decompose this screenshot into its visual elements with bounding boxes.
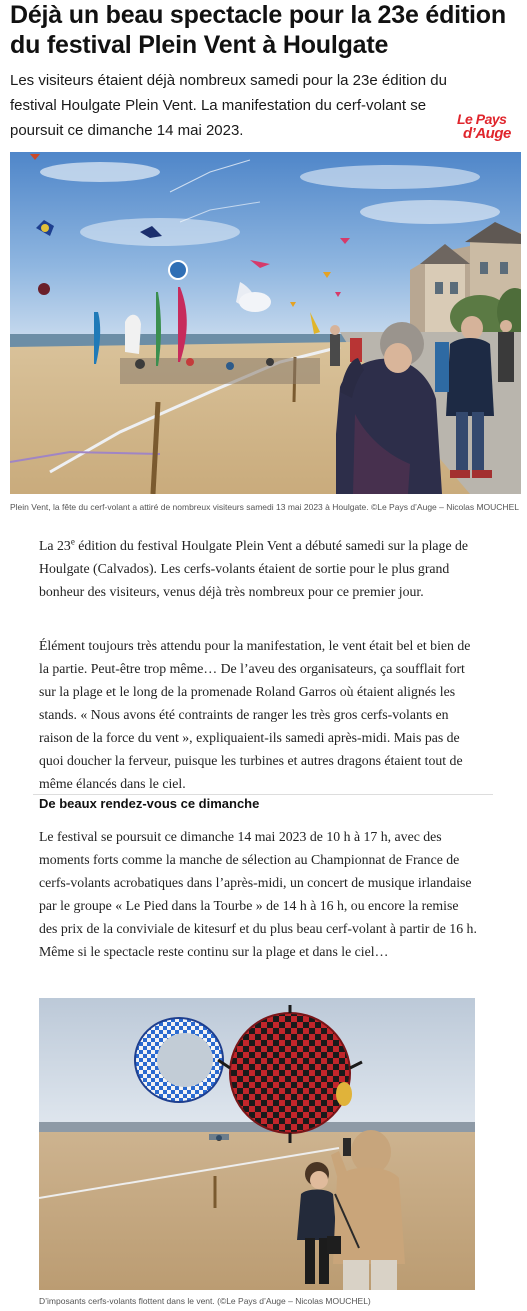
photo-1-caption: Plein Vent, la fête du cerf-volant a attiré de nombreux visiteurs samedi 13 mai 2023 à Houlgate. ©Le Pays d’Auge – Nicolas MOUCHEL xyxy=(10,502,519,512)
logo-line-2: d’Auge xyxy=(463,125,511,142)
subheading-text: De beaux rendez-vous ce dimanche xyxy=(39,796,260,811)
subheading xyxy=(33,794,493,817)
festival-beach-photo xyxy=(10,152,521,494)
article-title: Déjà un beau spectacle pour la 23e édition du festival Plein Vent à Houlgate xyxy=(10,1,506,59)
photo-2-caption: D’imposants cerfs-volants flottent dans le vent. (©Le Pays d’Auge – Nicolas MOUCHEL) xyxy=(39,1296,371,1306)
large-kites-photo xyxy=(39,998,475,1290)
le-pays-d-auge-logo[interactable] xyxy=(455,112,519,146)
article-paragraph-1: La 23e édition du festival Houlgate Plein Vent a débuté samedi sur la plage de Houlgate (Calvados). Les cerfs-volants étaient de sortie pour le plus grand bonheur des visiteurs, venus déjà très nombreux pour ce premier jour. xyxy=(39,536,469,599)
article-paragraph-2: Élément toujours très attendu pour la manifestation, le vent était bel et bien de la partie. Peut-être trop même… De l’aveu des organisateurs, ça soufflait fort sur la plage et le long de la promenade Roland Garros où étaient alignés les stands. « Nous avons été contraints de ranger les très gros cerfs-volants en raison de la force du vent », expliquaient-ils samedi après-midi. Mais pas de quoi doucher la ferveur, puisque les turbines et autres dragons étaient tout de même élancés dans le ciel. xyxy=(39,638,471,791)
article-paragraph-3: Le festival se poursuit ce dimanche 14 mai 2023 de 10 h à 17 h, avec des moments forts comme la manche de sélection au Championnat de France de cerfs-volants acrobatiques dans l’après-midi, un concert de musique irlandaise par le groupe « Le Pied dans la Tourbe » de 14 h à 16 h, ou encore la remise des prix de la conviviale de kitesurf et du plus beau cerf-volant à partir de 16 h. Même si le spectacle reste continu sur la plage et dans le ciel… xyxy=(39,829,477,959)
article-lead: Les visiteurs étaient déjà nombreux samedi pour la 23e édition du festival Houlgate Plein Vent. La manifestation du cerf-volant se poursuit ce dimanche 14 mai 2023. xyxy=(10,72,447,139)
logo-line-1: Le Pays xyxy=(457,111,507,127)
